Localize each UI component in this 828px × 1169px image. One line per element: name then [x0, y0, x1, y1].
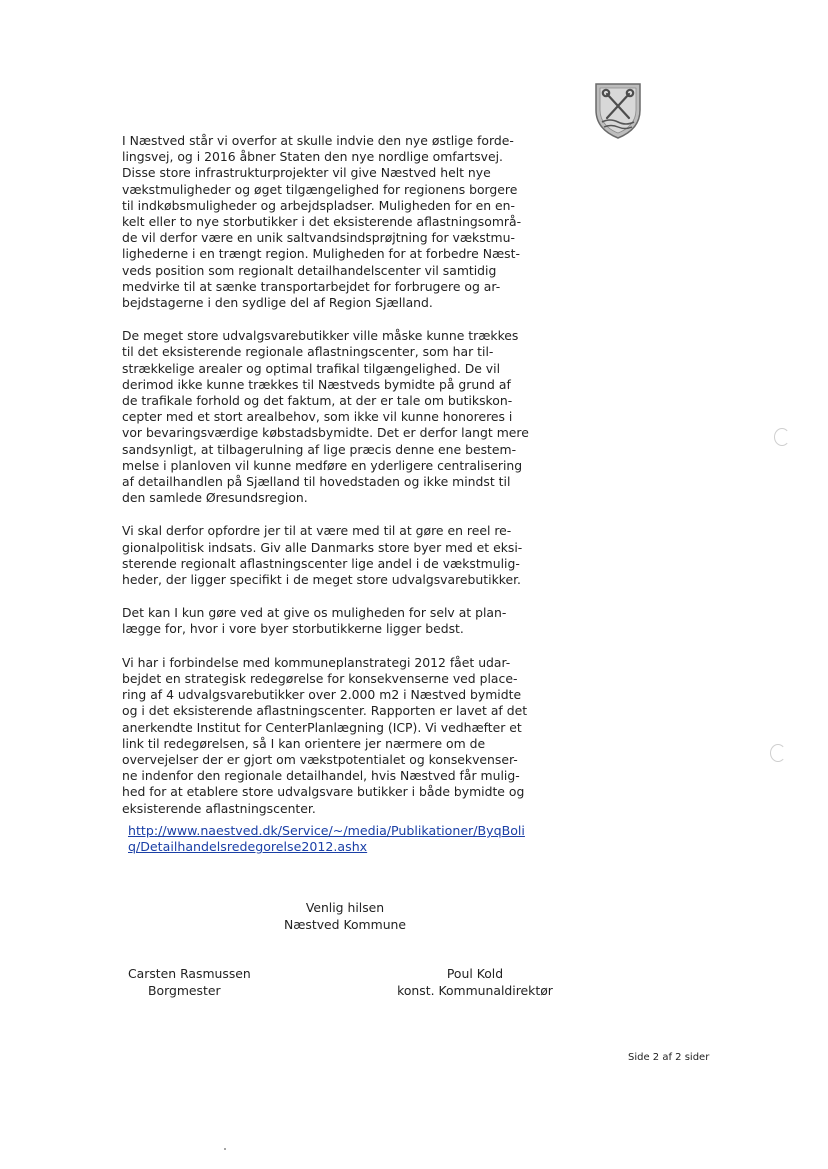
signatory-title: konst. Kommunaldirektør — [397, 982, 553, 998]
body-paragraph: De meget store udvalgsvarebutikker ville måske kunne trækkes til det eksisterende regionale aflastningscenter, som har til- strækkelige arealer og optimal trafikal tilgængelighed. De vil derimod ikke kunne trækkes til Næstveds bymidte på grund af de trafikale forhold og det faktum, at der er tale om butikskon- cepter med et stort arealbehov, som ikke vil kunne honoreres i vor bevaringsværdige købstadsbymidte. Det er derfor langt mere sandsynligt, at tilbagerulning af lige præcis denne ene bestem- melse i planloven vil kunne medføre en yderligere centralisering af detailhandlen på Sjælland til hovedstaden og ikke mindst til den samlede Øresundsregion. — [122, 328, 529, 506]
report-link[interactable]: http://www.naestved.dk/Service/~/media/Publikationer/ByqBoli q/Detailhandelsredegorelse2012.ashx — [128, 823, 525, 854]
body-paragraph: I Næstved står vi overfor at skulle indvie den nye østlige forde- lingsvej, og i 2016 åbner Staten den nye nordlige omfartsvej. Disse store infrastrukturprojekter vil give Næstved helt nye vækstmuligheder og øget tilgængelighed for regionens borgere til indkøbsmuligheder og arbejdspladser. Muligheden for en en- kelt eller to nye storbutikker i det eksisterende aflastningsområ- de vil derfor være en unik saltvandsindsprøjtning for vækstmu- lighederne i en trængt region. Muligheden for at forbedre Næst- veds position som regionalt detailhandelscenter vil samtidig medvirke til at sænke transportarbejdet for forbrugere og ar- bejdstagerne i den sydlige del af Region Sjælland. — [122, 133, 522, 311]
body-paragraph: Vi har i forbindelse med kommuneplanstrategi 2012 fået udar- bejdet en strategisk redegørelse for konsekvenserne ved place- ring af 4 udvalgsvarebutikker over 2.000 m2 i Næstved bymidte og i det eksisterende aflastningscenter. Rapporten er lavet af det anerkendte Institut for CenterPlanlægning (ICP). Vi vedhæfter et link til redegørelsen, så I kan orientere jer nærmere om de overvejelser der er gjort om vækstpotentialet og konsekvenser- ne indenfor den regionale detailhandel, hvis Næstved får mulig- hed for at etablere store udvalgsvare butikker i både bymidte og eksisterende aflastningscenter. — [122, 654, 528, 816]
punch-hole-mark — [774, 428, 790, 446]
closing-line: Venlig hilsen — [305, 900, 385, 915]
naestved-coat-of-arms-icon — [592, 80, 644, 140]
closing-greeting — [230, 900, 460, 933]
signature-director — [385, 966, 565, 999]
scan-speck — [224, 1148, 226, 1150]
punch-hole-mark — [770, 744, 786, 762]
page-number: Side 2 af 2 sider — [628, 1052, 710, 1063]
body-paragraph: Vi skal derfor opfordre jer til at være med til at gøre en reel re- gionalpolitisk indsats. Giv alle Danmarks store byer med et eksi- sterende regionalt aflastningscenter lige andel i de vækstmulig- heder, der ligger specifikt i de meget store udvalgsvarebutikker. — [122, 523, 523, 588]
signatory-name: Carsten Rasmussen — [128, 966, 251, 981]
body-paragraph: Det kan I kun gøre ved at give os muligheden for selv at plan- lægge for, hvor i vore byer storbutikkerne ligger bedst. — [122, 605, 507, 637]
signature-mayor — [128, 966, 288, 999]
sender-organization: Næstved Kommune — [283, 916, 407, 932]
signatory-name: Poul Kold — [446, 966, 504, 981]
letter-body — [122, 133, 562, 834]
signatory-title: Borgmester — [148, 982, 221, 998]
